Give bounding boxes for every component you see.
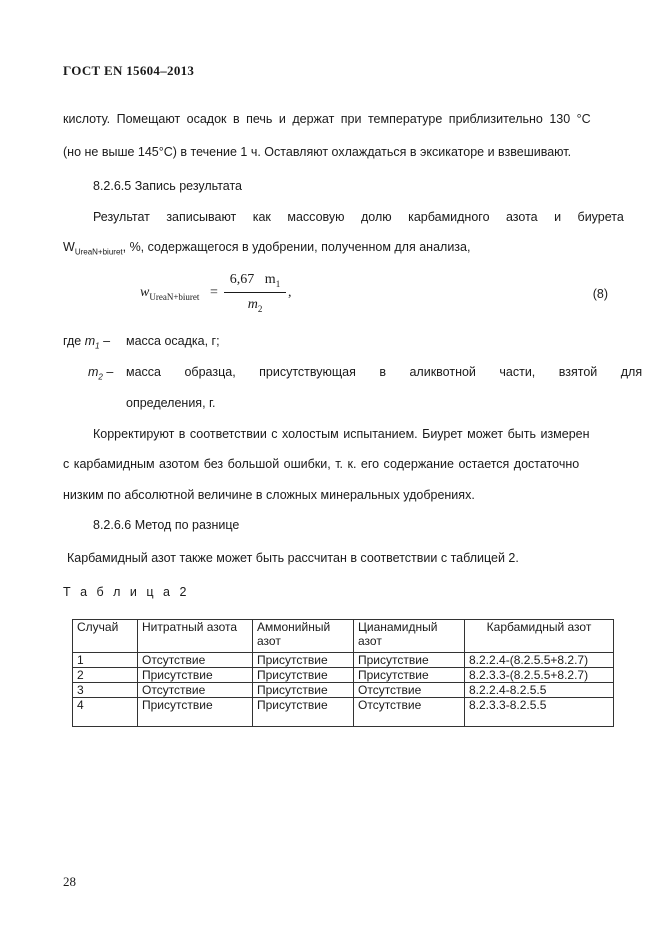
cell: Присутствие (253, 698, 354, 727)
table-row (73, 698, 614, 727)
cell: 8.2.2.4-(8.2.5.5+8.2.7) (465, 653, 614, 668)
page-number: 28 (63, 874, 76, 889)
table-row (73, 683, 614, 698)
paragraph-line (63, 112, 621, 126)
formula-equals: = (210, 285, 218, 300)
cell: 4 (73, 698, 138, 727)
formula-number: (8) (592, 287, 608, 301)
formula-denominator (224, 295, 286, 315)
cell: Присутствие (354, 653, 465, 668)
text-line-with-symbol (63, 240, 470, 257)
denominator-subscript: 2 (257, 303, 263, 314)
text-line: Корректируют в соответствии с холостым испытанием. Биурет может быть измерен (93, 427, 590, 441)
legend-m2-description-cont: определения, г. (126, 396, 216, 410)
section-heading-8266: 8.2.6.6 Метод по разнице (93, 518, 240, 532)
m2-dash: – (102, 365, 114, 379)
cell: Присутствие (253, 653, 354, 668)
text-line: Карбамидный азот также может быть рассчитан в соответствии с таблицей 2. (67, 551, 519, 565)
cell: 2 (73, 668, 138, 683)
m1-dash: – (99, 334, 111, 348)
cell: Присутствие (253, 668, 354, 683)
denominator-text: m (247, 297, 258, 312)
document-code-header: ГОСТ EN 15604–2013 (63, 63, 195, 78)
cell: Присутствие (138, 698, 253, 727)
formula-fraction (224, 270, 286, 315)
w-subscript: UreaN+biuret (74, 247, 123, 257)
text-line: низким по абсолютной величине в сложных минеральных удобрениях. (63, 488, 475, 502)
text-line: Результат записывают как массовую долю карбамидного азота и биурета (93, 210, 624, 224)
cell: Отсутствие (354, 683, 465, 698)
formula-w-subscript: UreaN+biuret (149, 291, 200, 302)
m2-subscript: 2 (98, 372, 103, 382)
header-urea: Карбамидный азот (465, 620, 614, 653)
table-row (73, 668, 614, 683)
text-fragment: , %, содержащегося в удобрении, полученном для анализа, (122, 240, 471, 254)
numerator-subscript: 1 (275, 278, 281, 289)
m1-subscript: 1 (95, 341, 100, 351)
m2-var: m (88, 365, 99, 379)
header-case: Случай (73, 620, 138, 653)
method-table (72, 619, 614, 727)
cell: Отсутствие (138, 683, 253, 698)
table-header-row (73, 620, 614, 653)
legend-m2-description: масса образца, присутствующая в аликвотной части, взятой для (126, 365, 643, 379)
cell: 3 (73, 683, 138, 698)
formula-comma: , (288, 285, 292, 300)
cell: Присутствие (138, 668, 253, 683)
header-nitrate: Нитратный азота (138, 620, 253, 653)
cell: Отсутствие (138, 653, 253, 668)
text-line: кислоту. Помещают осадок в печь и держат при температуре приблизительно 130 °С (63, 112, 591, 126)
text-line: с карбамидным азотом без большой ошибки, т. к. его содержание остается достаточно (63, 457, 580, 471)
formula-8 (140, 270, 620, 320)
formula-w-symbol: w (140, 285, 150, 300)
formula-numerator (224, 270, 286, 290)
table-row (73, 653, 614, 668)
cell: 1 (73, 653, 138, 668)
cell: 8.2.2.4-8.2.5.5 (465, 683, 614, 698)
header-cyanamide: Цианамидный азот (354, 620, 465, 653)
fraction-bar (224, 292, 286, 293)
where-word: где (63, 334, 82, 348)
cell: Отсутствие (354, 698, 465, 727)
legend-m2-symbol (88, 365, 113, 382)
numerator-text: 6,67 m (229, 272, 276, 287)
cell: Присутствие (354, 668, 465, 683)
w-symbol: W (63, 240, 75, 254)
header-ammonium: Аммонийный азот (253, 620, 354, 653)
section-heading-8265: 8.2.6.5 Запись результата (93, 179, 243, 193)
text-line: (но не выше 145°С) в течение 1 ч. Оставляют охлаждаться в эксикаторе и взвешивают. (63, 145, 572, 159)
table-title: Т а б л и ц а 2 (63, 585, 190, 599)
formula-w (140, 285, 199, 302)
cell: Присутствие (253, 683, 354, 698)
m1-var: m (84, 334, 96, 348)
legend-m1-description: масса осадка, г; (126, 334, 220, 348)
cell: 8.2.3.3-(8.2.5.5+8.2.7) (465, 668, 614, 683)
cell: 8.2.3.3-8.2.5.5 (465, 698, 614, 727)
legend-m1-symbol (63, 334, 110, 351)
